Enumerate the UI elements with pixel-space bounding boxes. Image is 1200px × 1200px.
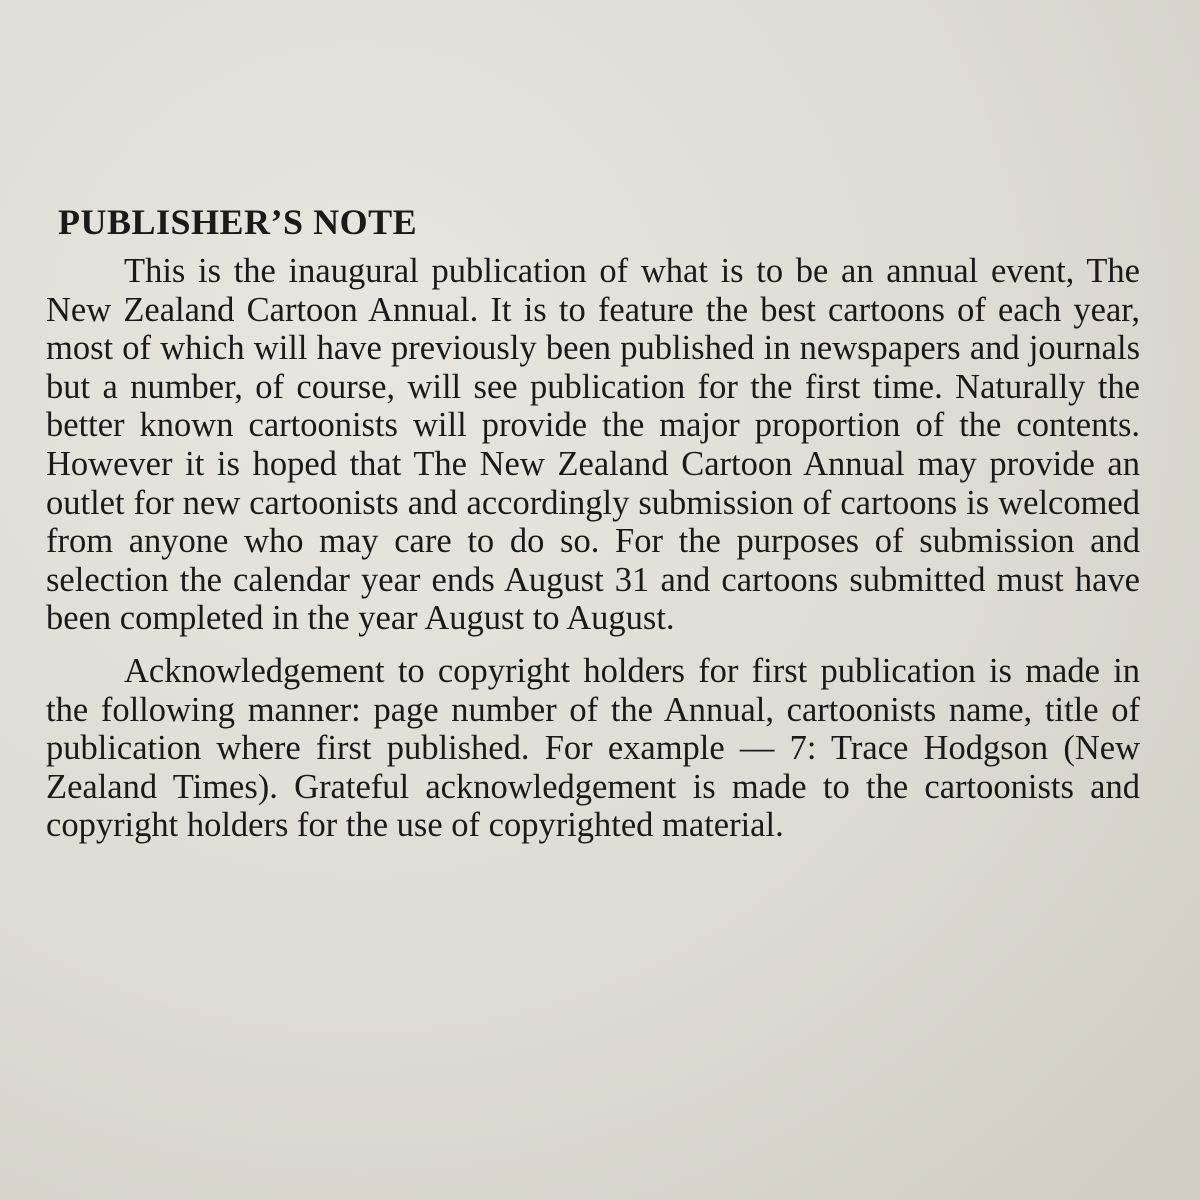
page-heading: PUBLISHER’S NOTE [58, 202, 418, 242]
paragraph-acknowledgement: Acknowledgement to copyright holders for first publication is made in the following manner: page number of the Annual, cartoonists name, title of publication where first published. For example — 7: Trace Hodgson (New Zealand Times). Grateful acknowledgement is made to the cartoonists and copyright holders for the use of copyrighted material. [46, 651, 1140, 845]
paragraph-inaugural-publication: This is the inaugural publication of what is to be an annual event, The New Zealand Cartoon Annual. It is to feature the best cartoons of each year, most of which will have previously been published in newspapers and journals but a number, of course, will see publication for the first time. Naturally the better known cartoonists will provide the major proportion of the contents. However it is hoped that The New Zealand Cartoon Annual may provide an outlet for new cartoonists and accordingly submission of cartoons is welcomed from anyone who may care to do so. For the purposes of submission and selection the calendar year ends August 31 and cartoons submitted must have been completed in the year August to August. [46, 252, 1140, 638]
publishers-note [46, 198, 1140, 845]
